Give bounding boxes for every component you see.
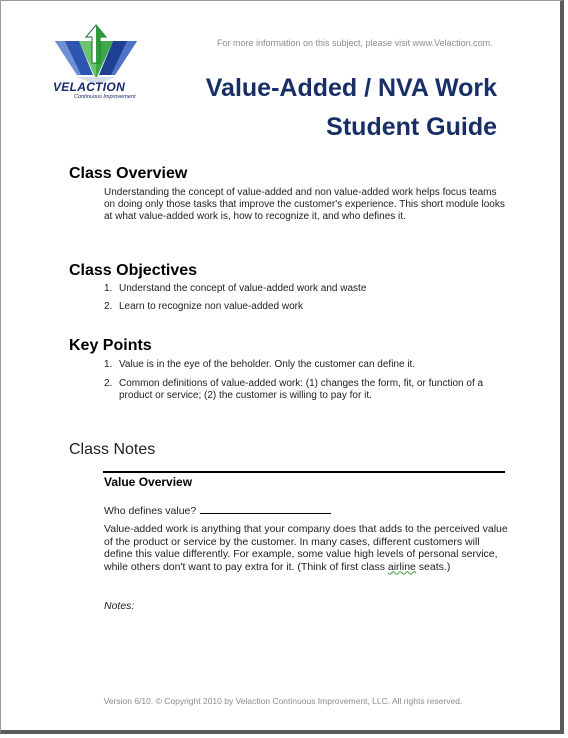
- list-text: Learn to recognize non value-added work: [119, 301, 304, 312]
- class-objectives-heading: Class Objectives: [69, 262, 198, 279]
- list-item: [104, 301, 512, 313]
- question-text: Who defines value?: [104, 505, 197, 517]
- list-number: 1.: [104, 359, 113, 370]
- list-number: 2.: [104, 301, 113, 312]
- section-divider: [103, 471, 505, 473]
- copyright-footer: Version 6/10. © Copyright 2010 by Velaction Continuous Improvement, LLC. All rights reserved.: [103, 696, 463, 706]
- info-link-text[interactable]: For more information on this subject, please visit www.Velaction.com.: [217, 38, 493, 48]
- class-overview-text: Understanding the concept of value-added and non value-added work helps focus teams on doing only those tasks that improve the customer's experience. This short module looks at what value-added work is, how to recognize it, and who defines it.: [104, 187, 505, 222]
- list-text: Understand the concept of value-added work and waste: [119, 283, 367, 294]
- page-title: Value-Added / NVA Work: [205, 74, 497, 102]
- logo-tagline: Continuous Improvement: [74, 94, 136, 100]
- logo-wordmark: VELACTION: [53, 80, 126, 94]
- class-notes-heading: Class Notes: [69, 441, 156, 458]
- paragraph-text: Value-added work is anything that your company does that adds to the perceived value of the product or service by the customer. In many cases, different customers will define this value differently. For example, some value high levels of personal service, while others don't want to pay extra for it. (Think of first class: [104, 523, 508, 573]
- list-text: Common definitions of value-added work: (1) changes the form, fit, or function of a product or service; (2) the customer is willing to pay for it.: [119, 378, 484, 401]
- list-item: [104, 378, 512, 402]
- paragraph-text-end: seats.): [415, 560, 451, 573]
- list-text: Value is in the eye of the beholder. Only the customer can define it.: [119, 359, 416, 370]
- list-number: 1.: [104, 283, 113, 294]
- class-overview-heading: Class Overview: [69, 165, 188, 182]
- list-item: [104, 283, 512, 295]
- who-defines-value-question: [104, 503, 331, 517]
- list-item: [104, 359, 512, 371]
- list-number: 2.: [104, 378, 113, 389]
- value-overview-title: Value Overview: [104, 475, 193, 489]
- spellcheck-flagged-word: airline: [387, 560, 416, 573]
- key-points-heading: Key Points: [69, 337, 152, 354]
- answer-blank-line: [200, 503, 331, 514]
- value-overview-paragraph: [104, 523, 508, 573]
- notes-label: Notes:: [104, 600, 135, 612]
- page-subtitle: Student Guide: [326, 113, 497, 141]
